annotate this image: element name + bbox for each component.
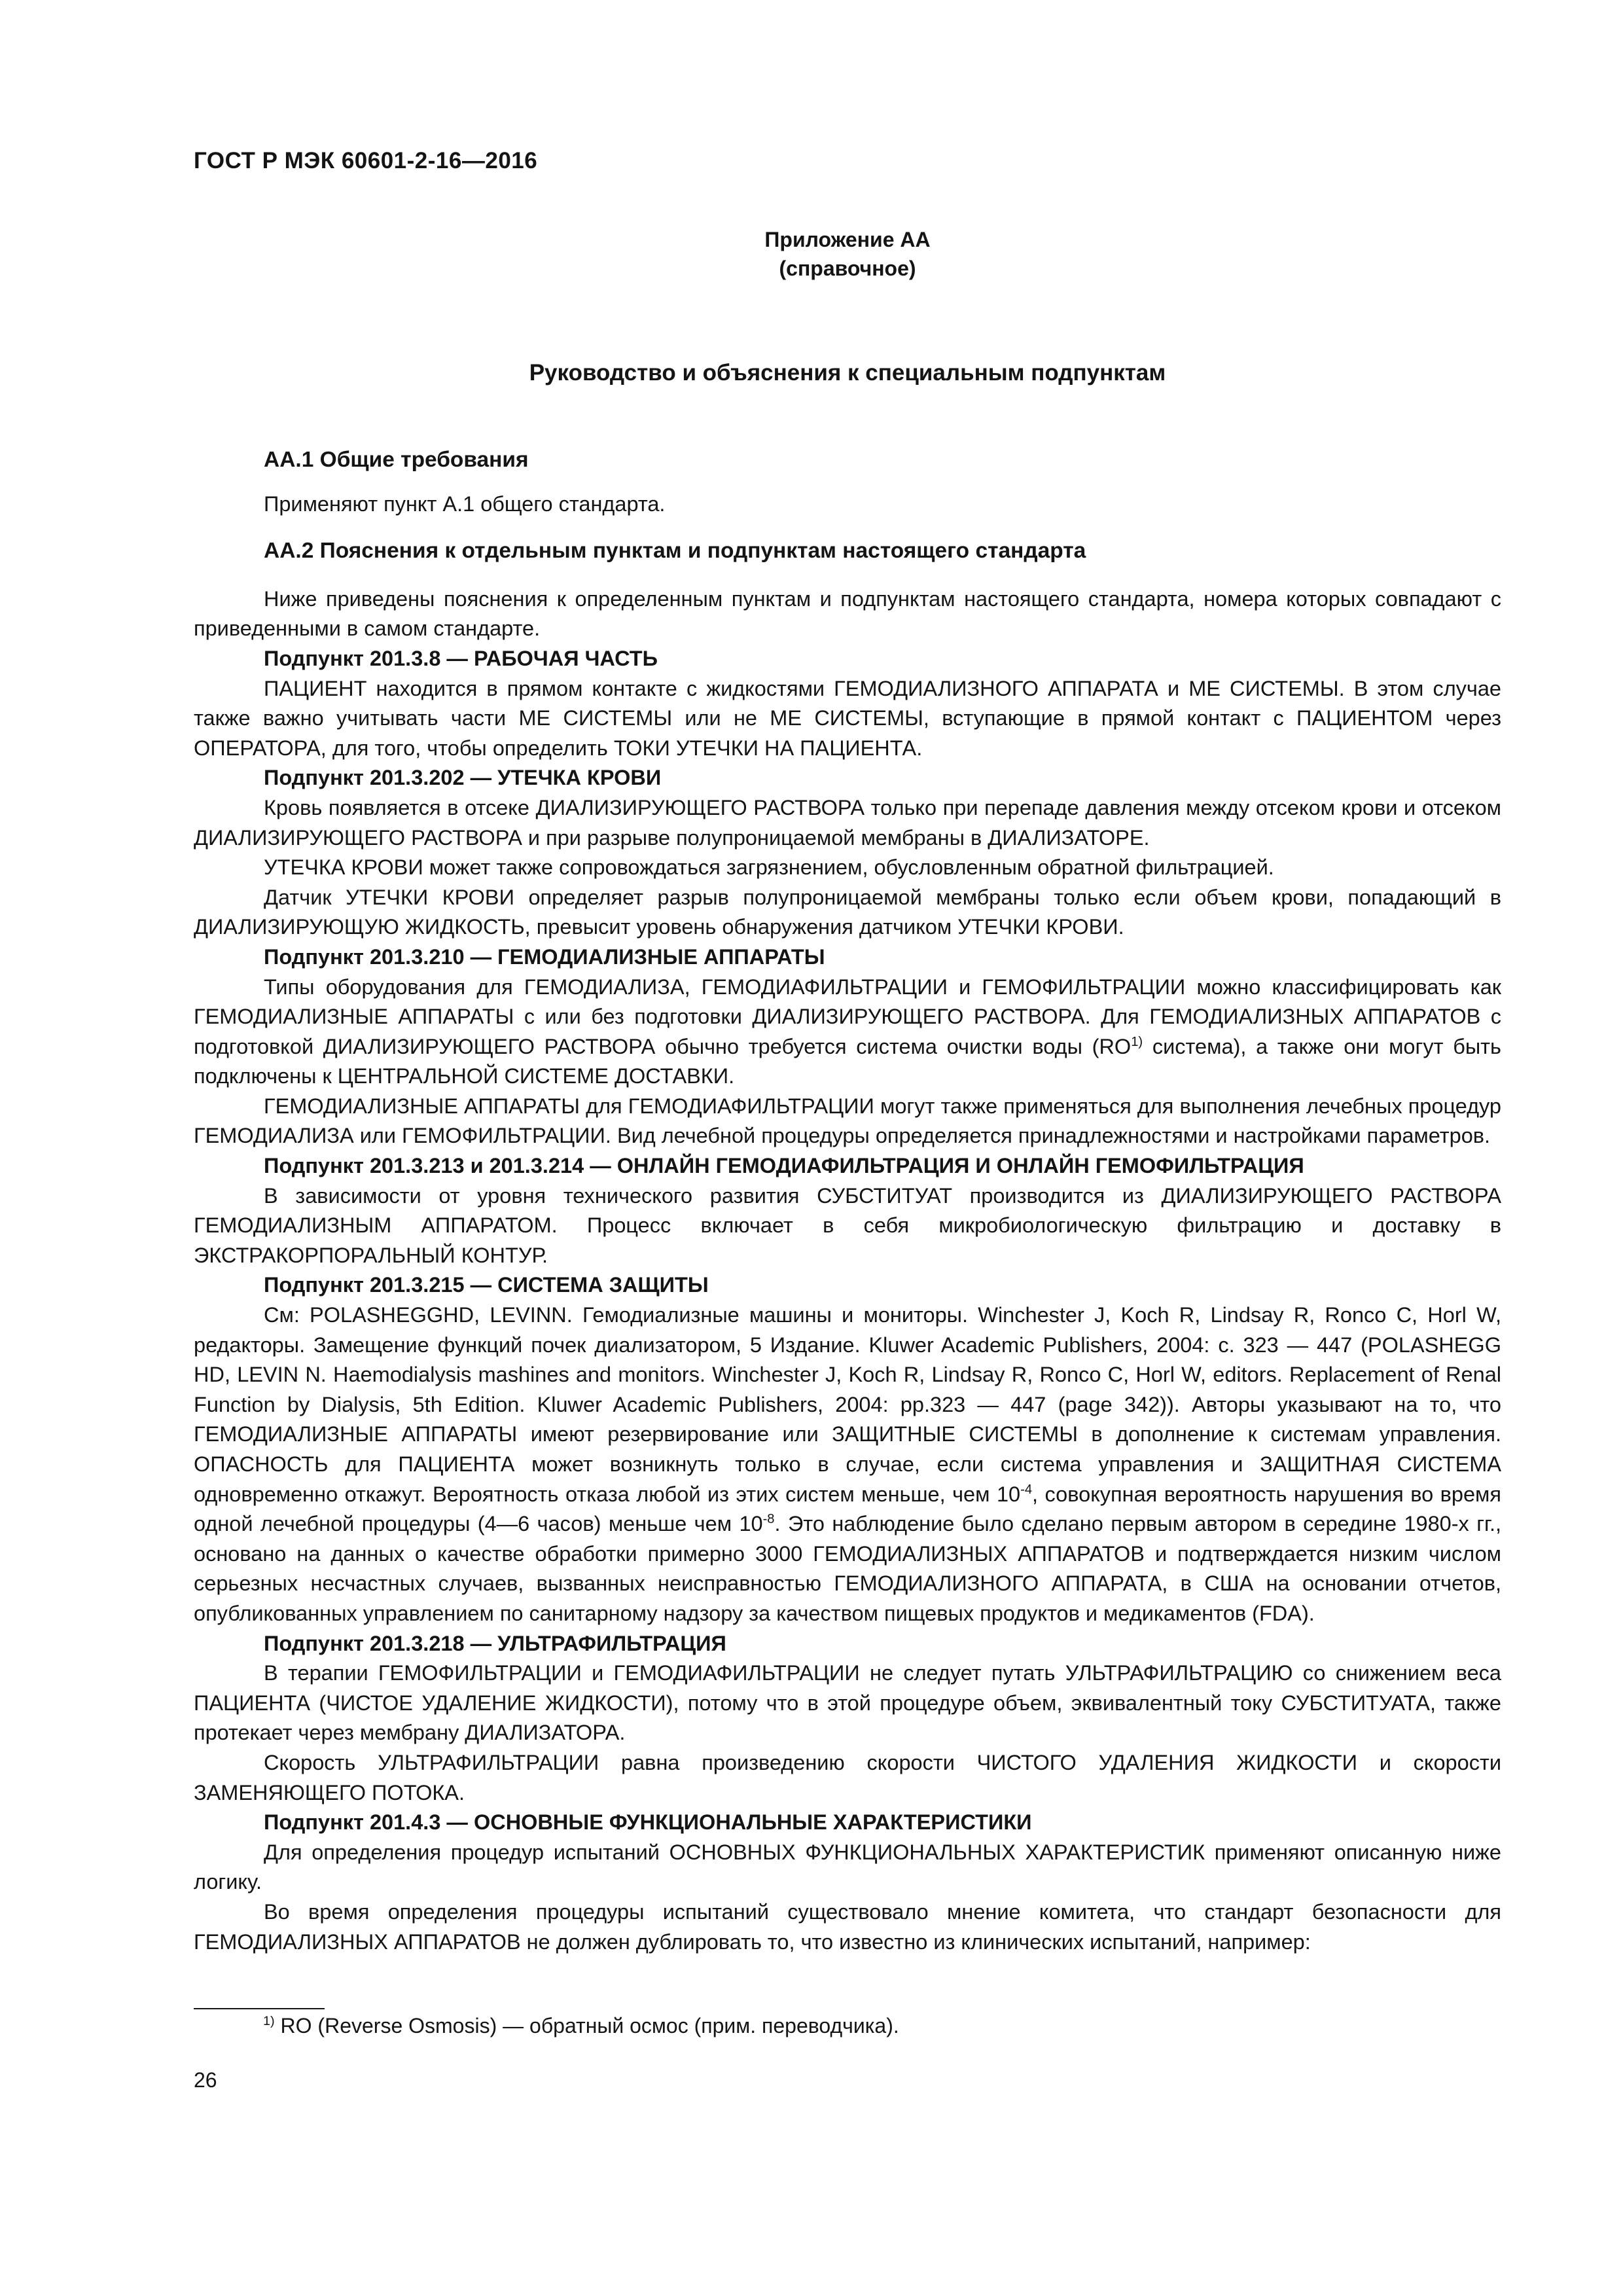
appendix-name: Приложение АА [764, 228, 931, 251]
subclause-heading: Подпункт 201.3.213 и 201.3.214 — ОНЛАЙН ГЕМОДИАФИЛЬТРАЦИЯ И ОНЛАЙН ГЕМОФИЛЬТРАЦИЯ [264, 1154, 1304, 1178]
footnote-text: RO (Reverse Osmosis) — обратный осмос (прим. переводчика). [274, 2014, 899, 2037]
subclause-heading: Подпункт 201.4.3 — ОСНОВНЫЕ ФУНКЦИОНАЛЬНЫЕ ХАРАКТЕРИСТИКИ [264, 1810, 1032, 1835]
paragraph: Датчик УТЕЧКИ КРОВИ определяет разрыв полупроницаемой мембраны только если объем крови, попадающий в ДИАЛИЗИРУЮЩУЮ ЖИДКОСТЬ, превысит уровень обнаружения датчиком УТЕЧКИ КРОВИ. [194, 885, 1501, 939]
appendix-kind: (справочное) [779, 257, 916, 280]
appendix-title: Руководство и объяснения к специальным подпунктам [529, 360, 1166, 386]
paragraph: УТЕЧКА КРОВИ может также сопровождаться загрязнением, обусловленным обратной фильтрацией. [264, 855, 1274, 880]
section-heading-aa1: АА.1 Общие требования [264, 448, 529, 472]
subclause-heading: Подпункт 201.3.215 — СИСТЕМА ЗАЩИТЫ [264, 1273, 709, 1297]
paragraph: ПАЦИЕНТ находится в прямом контакте с жидкостями ГЕМОДИАЛИЗНОГО АППАРАТА и МЕ СИСТЕМЫ. В этом случае также важно учитывать части МЕ СИСТЕМЫ или не МЕ СИСТЕМЫ, вступающие в прямой контакт с ПАЦИЕНТОМ через ОПЕРАТОРА, для того, чтобы определить ТОКИ УТЕЧКИ НА ПАЦИЕНТА. [194, 676, 1501, 760]
footnote-separator [194, 2008, 325, 2009]
paragraph: Скорость УЛЬТРАФИЛЬТРАЦИИ равна произведению скорости ЧИСТОГО УДАЛЕНИЯ ЖИДКОСТИ и скорости ЗАМЕНЯЮЩЕГО ПОТОКА. [194, 1750, 1501, 1804]
appendix-heading [194, 225, 1501, 283]
paragraph [194, 1300, 1501, 1629]
paragraph: Применяют пункт А.1 общего стандарта. [264, 492, 666, 516]
subclause-heading: Подпункт 201.3.210 — ГЕМОДИАЛИЗНЫЕ АППАРАТЫ [264, 944, 825, 969]
paragraph: ГЕМОДИАЛИЗНЫЕ АППАРАТЫ для ГЕМОДИАФИЛЬТРАЦИИ могут также применяться для выполнения лечебных процедур ГЕМОДИАЛИЗА или ГЕМОФИЛЬТРАЦИИ. Вид лечебной процедуры определяется принадлежностями и настройками параметров. [194, 1094, 1501, 1148]
exponent: -4 [1020, 1482, 1033, 1497]
paragraph: В зависимости от уровня технического развития СУБСТИТУАТ производится из ДИАЛИЗИРУЮЩЕГО РАСТВОРА ГЕМОДИАЛИЗНЫМ АППАРАТОМ. Процесс включает в себя микробиологическую фильтрацию и доставку в ЭКСТРАКОРПОРАЛЬНЫЙ КОНТУР. [194, 1183, 1501, 1267]
paragraph: В терапии ГЕМОФИЛЬТРАЦИИ и ГЕМОДИАФИЛЬТРАЦИИ не следует путать УЛЬТРАФИЛЬТРАЦИЮ со снижением веса ПАЦИЕНТА (ЧИСТОЕ УДАЛЕНИЕ ЖИДКОСТИ), потому что в этой процедуре объем, эквивалентный току СУБСТИТУАТА, также протекает через мембрану ДИАЛИЗАТОРА. [194, 1661, 1501, 1745]
text-run: система), а также они могут быть подключены к ЦЕНТРАЛЬНОЙ СИСТЕМЕ ДОСТАВКИ. [194, 1034, 1501, 1088]
paragraph: Для определения процедур испытаний ОСНОВНЫХ ФУНКЦИОНАЛЬНЫХ ХАРАКТЕРИСТИК применяют описанную ниже логику. [194, 1840, 1501, 1894]
paragraph [194, 973, 1501, 1092]
subclause-heading: Подпункт 201.3.218 — УЛЬТРАФИЛЬТРАЦИЯ [264, 1631, 726, 1655]
document-body [194, 445, 1501, 1957]
paragraph: Кровь появляется в отсеке ДИАЛИЗИРУЮЩЕГО РАСТВОРА только при перепаде давления между отсеком крови и отсеком ДИАЛИЗИРУЮЩЕГО РАСТВОРА и при разрыве полупроницаемой мембраны в ДИАЛИЗАТОРЕ. [194, 795, 1501, 850]
footnote-reference: 1) [1131, 1034, 1143, 1049]
section-heading-aa2: АА.2 Пояснения к отдельным пунктам и подпунктам настоящего стандарта [264, 539, 1086, 564]
text-run: . Это наблюдение было сделано первым автором в середине 1980-х гг., основано на данных о качестве обработки примерно 3000 ГЕМОДИАЛИЗНЫХ АППАРАТОВ и подтверждается низким числом серьезных несчастных случаев, вызванных неисправностью ГЕМОДИАЛИЗНОГО АППАРАТА, в США на основании отчетов, опубликованных управлением по санитарному надзору за качеством пищевых продуктов и медикаментов (FDA). [194, 1512, 1502, 1625]
exponent: -8 [762, 1512, 775, 1527]
subclause-heading: Подпункт 201.3.202 — УТЕЧКА КРОВИ [264, 766, 662, 790]
footnote [263, 2014, 899, 2038]
document-header: ГОСТ Р МЭК 60601-2-16—2016 [194, 148, 538, 173]
subclause-heading: Подпункт 201.3.8 — РАБОЧАЯ ЧАСТЬ [264, 646, 658, 670]
text-run: , совокупная вероятность нарушения во время одной лечебной процедуры (4—6 часов) меньше чем 10 [194, 1482, 1502, 1536]
text-run: Типы оборудования для ГЕМОДИАЛИЗА, ГЕМОДИАФИЛЬТРАЦИИ и ГЕМОФИЛЬТРАЦИИ можно классифицировать как ГЕМОДИАЛИЗНЫЕ АППАРАТЫ с или без подготовки ДИАЛИЗИРУЮЩЕГО РАСТВОРА. Для ГЕМОДИАЛИЗНЫХ АППАРАТОВ с подготовкой ДИАЛИЗИРУЮЩЕГО РАСТВОРА обычно требуется система очистки воды (RO [194, 975, 1501, 1058]
text-run: См: POLASHEGGHD, LEVINN. Гемодиализные машины и мониторы. Winchester J, Koch R, Lindsay R, Ronco C, Horl W, редакторы. Замещение функций почек диализатором, 5 Издание. Kluwer Academic Publishers, 2004: с. 323 — 447 (POLASHEGG HD, LEVIN N. Haemodialysis mashines and monitors. Winchester J, Koch R, Lindsay R, Ronco C, Horl W, editors. Replacement of Renal Function by Dialysis, 5th Edition. Kluwer Academic Publishers, 2004: pp.323 — 447 (page 342)). Авторы указывают на то, что ГЕМОДИАЛИЗНЫЕ АППАРАТЫ имеют резервирование или ЗАЩИТНЫЕ СИСТЕМЫ в дополнение к системам управления. ОПАСНОСТЬ для ПАЦИЕНТА может возникнуть только в случае, если система управления и ЗАЩИТНАЯ СИСТЕМА одновременно откажут. Вероятность отказа любой из этих систем меньше, чем 10 [194, 1303, 1501, 1506]
paragraph: Во время определения процедуры испытаний существовало мнение комитета, что стандарт безопасности для ГЕМОДИАЛИЗНЫХ АППАРАТОВ не должен дублировать то, что известно из клинических испытаний, например: [194, 1899, 1501, 1954]
footnote-mark: 1) [263, 2014, 275, 2029]
paragraph: Ниже приведены пояснения к определенным пунктам и подпунктам настоящего стандарта, номера которых совпадают с приведенными в самом стандарте. [194, 586, 1501, 641]
page-number: 26 [194, 2068, 217, 2092]
